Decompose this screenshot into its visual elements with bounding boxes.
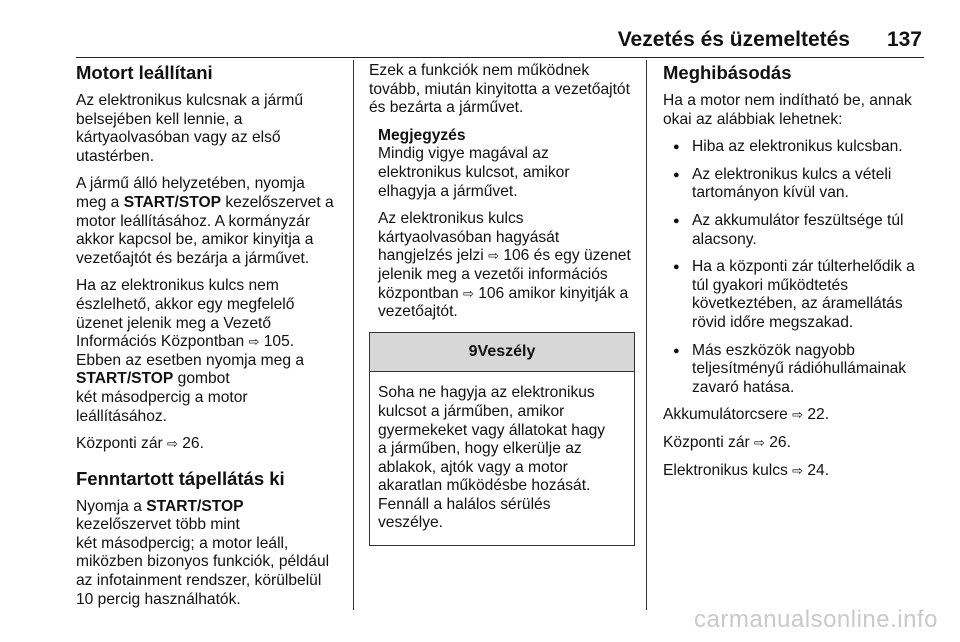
header-rule <box>76 57 924 58</box>
text-fragment: kezelőszervet a <box>221 193 334 211</box>
text-line: ablakok, ajtók vagy a motor <box>378 458 568 476</box>
text-line: a járműben, hogy elkerülje az <box>378 440 582 458</box>
text-line <box>76 370 348 389</box>
reference-arrow-icon: ⇨ <box>792 462 804 478</box>
text-line: miközben bizonyos funkciók, például <box>76 553 330 571</box>
text-line: Ezek a funkciók nem működnek <box>369 62 590 79</box>
text-line: ● Más eszközök nagyobb <box>692 341 855 359</box>
text-line: tartományon kívül van. <box>692 184 849 202</box>
text-line: túl gyakori működtetés <box>692 276 849 294</box>
text-line: leállításához. <box>76 407 168 425</box>
reference-arrow-icon: ⇨ <box>248 334 260 350</box>
text-line: ● Ha a központi zár túlterhelődik a <box>692 258 915 276</box>
text-line: akaratlan működésbe hozását. <box>378 477 591 495</box>
cross-reference <box>76 435 348 454</box>
page-number: 137 <box>886 28 922 51</box>
text-line: motor leállításához. A kormányzár <box>76 212 311 230</box>
text-fragment: Központi zár <box>76 435 168 453</box>
text-line: elhagyja a járművet. <box>378 182 518 200</box>
list-item <box>663 138 929 157</box>
text-fragment: Központi zár <box>663 433 755 451</box>
text-line: teljesítményű rádióhullámainak <box>692 360 907 378</box>
text-line: kártyaolvasóban hagyását <box>378 228 560 246</box>
text-line: zavaró hatása. <box>692 378 795 396</box>
text-line: vezetőajtót és bezárja a járművet. <box>76 249 310 267</box>
danger-box <box>369 332 635 546</box>
page-reference: 26. <box>764 433 791 451</box>
list-item <box>663 258 929 332</box>
page-reference: 24. <box>803 461 830 479</box>
reference-arrow-icon: ⇨ <box>792 407 804 423</box>
column-2 <box>369 62 635 546</box>
danger-text <box>370 372 634 545</box>
text-line: következtében, az áramellátás <box>692 295 903 313</box>
text-line: 10 percig használhatók. <box>76 590 241 608</box>
column-divider-1 <box>353 60 354 610</box>
reference-arrow-icon: ⇨ <box>167 436 178 452</box>
paragraph <box>369 62 635 118</box>
cause-list <box>663 138 929 397</box>
warning-icon: 9 <box>468 342 478 360</box>
text-fragment: Akkumulátorcsere <box>663 406 793 424</box>
cross-reference <box>663 406 929 425</box>
text-line: az infotainment rendszer, körülbelül <box>76 572 322 590</box>
text-fragment: Információs Központban <box>76 333 249 351</box>
section-heading-retained-power: Fenntartott tápellátás ki <box>76 467 285 489</box>
list-item <box>663 212 929 249</box>
text-line: tovább, miután kinyitotta a vezetőajtót <box>369 80 630 98</box>
text-line <box>76 194 348 213</box>
text-line <box>76 333 348 352</box>
text-line: alacsony. <box>692 230 757 248</box>
section-heading-stop-engine: Motort leállítani <box>76 62 213 83</box>
text-line: Fennáll a halálos sérülés <box>378 495 551 513</box>
watermark: carmanualsonline.info <box>694 606 938 633</box>
text-line: ● Az elektronikus kulcs a vételi <box>692 165 892 183</box>
list-item <box>663 166 929 203</box>
start-stop-label: START/STOP <box>123 193 222 211</box>
text-line: Ebben az esetben nyomja meg a <box>76 351 304 369</box>
column-1 <box>76 62 348 618</box>
text-line: rövid időre megszakad. <box>692 313 854 331</box>
paragraph <box>663 92 929 129</box>
text-line: ● Az akkumulátor feszültsége túl <box>692 211 904 229</box>
text-line: vezetőajtót. <box>378 303 458 321</box>
page-header-title: Vezetés és üzemeltetés <box>617 28 850 51</box>
start-stop-label: START/STOP <box>146 497 244 515</box>
paragraph <box>378 145 635 201</box>
text-line: két másodpercig a motor <box>76 388 248 406</box>
column-3 <box>663 62 929 489</box>
text-line: Mindig vigye magával az <box>378 145 549 163</box>
text-line: utastérben. <box>76 147 155 165</box>
text-line: kulcsot a járműben, amikor <box>378 402 565 420</box>
text-line: Az elektronikus kulcsnak a jármű <box>76 92 304 109</box>
page-reference: 26. <box>177 435 204 453</box>
text-line: Ha az elektronikus kulcs nem <box>76 277 279 295</box>
page-reference: 105. <box>259 333 295 351</box>
paragraph <box>378 210 635 322</box>
danger-title: Veszély <box>477 342 536 360</box>
text-line: észlelhető, akkor egy megfelelő <box>76 295 295 313</box>
text-line <box>76 498 348 517</box>
reference-arrow-icon: ⇨ <box>488 248 499 264</box>
text-line: két másodpercig; a motor leáll, <box>76 534 289 552</box>
section-heading-malfunction: Meghibásodás <box>663 62 792 83</box>
text-line: belsejében kell lennie, a <box>76 110 243 128</box>
list-item <box>663 342 929 398</box>
text-line: okai az alábbiak lehetnek: <box>663 110 843 128</box>
danger-header <box>370 333 634 373</box>
text-fragment: Elektronikus kulcs <box>663 461 793 479</box>
reference-arrow-icon: ⇨ <box>754 434 765 450</box>
text-fragment: 106 és egy üzenet <box>499 247 631 265</box>
paragraph <box>76 175 348 268</box>
text-line: kezelőszervet több mint <box>76 516 240 534</box>
cross-reference <box>663 462 929 481</box>
paragraph <box>76 92 348 166</box>
text-line <box>378 247 635 266</box>
reference-arrow-icon: ⇨ <box>462 285 474 301</box>
text-line: üzenet jelenik meg a Vezető <box>76 314 272 332</box>
text-fragment: meg a <box>76 193 124 211</box>
note-box <box>369 127 635 322</box>
text-fragment: központban <box>378 284 463 302</box>
paragraph <box>76 277 348 426</box>
text-line <box>378 285 635 304</box>
text-line: Az elektronikus kulcs <box>378 210 524 228</box>
text-line: ● Hiba az elektronikus kulcsban. <box>692 138 903 156</box>
paragraph <box>76 498 348 610</box>
column-divider-2 <box>646 60 647 610</box>
text-line: és bezárta a járművet. <box>369 99 524 117</box>
text-fragment: Nyomja a <box>76 497 147 515</box>
text-line: Ha a motor nem indítható be, annak <box>663 92 912 109</box>
page-reference: 22. <box>803 406 830 424</box>
text-line: akkor kapcsol be, amikor kinyitja a <box>76 231 314 249</box>
text-fragment: hangjelzés jelzi <box>378 247 489 265</box>
start-stop-label: START/STOP <box>76 370 174 388</box>
note-title: Megjegyzés <box>378 126 466 144</box>
cross-reference <box>663 434 929 453</box>
text-fragment: 106 amikor kinyitják a <box>473 284 629 302</box>
text-line: Soha ne hagyja az elektronikus <box>378 384 595 402</box>
text-line: gyermekeket vagy állatokat hagy <box>378 421 606 439</box>
text-line: A jármű álló helyzetében, nyomja <box>76 175 305 193</box>
text-line: jelenik meg a vezetői információs <box>378 265 608 283</box>
text-fragment: gombot <box>173 370 230 388</box>
text-line: elektronikus kulcsot, amikor <box>378 163 570 181</box>
text-line: kártyaolvasóban vagy az első <box>76 129 281 147</box>
text-line: veszélye. <box>378 514 444 532</box>
